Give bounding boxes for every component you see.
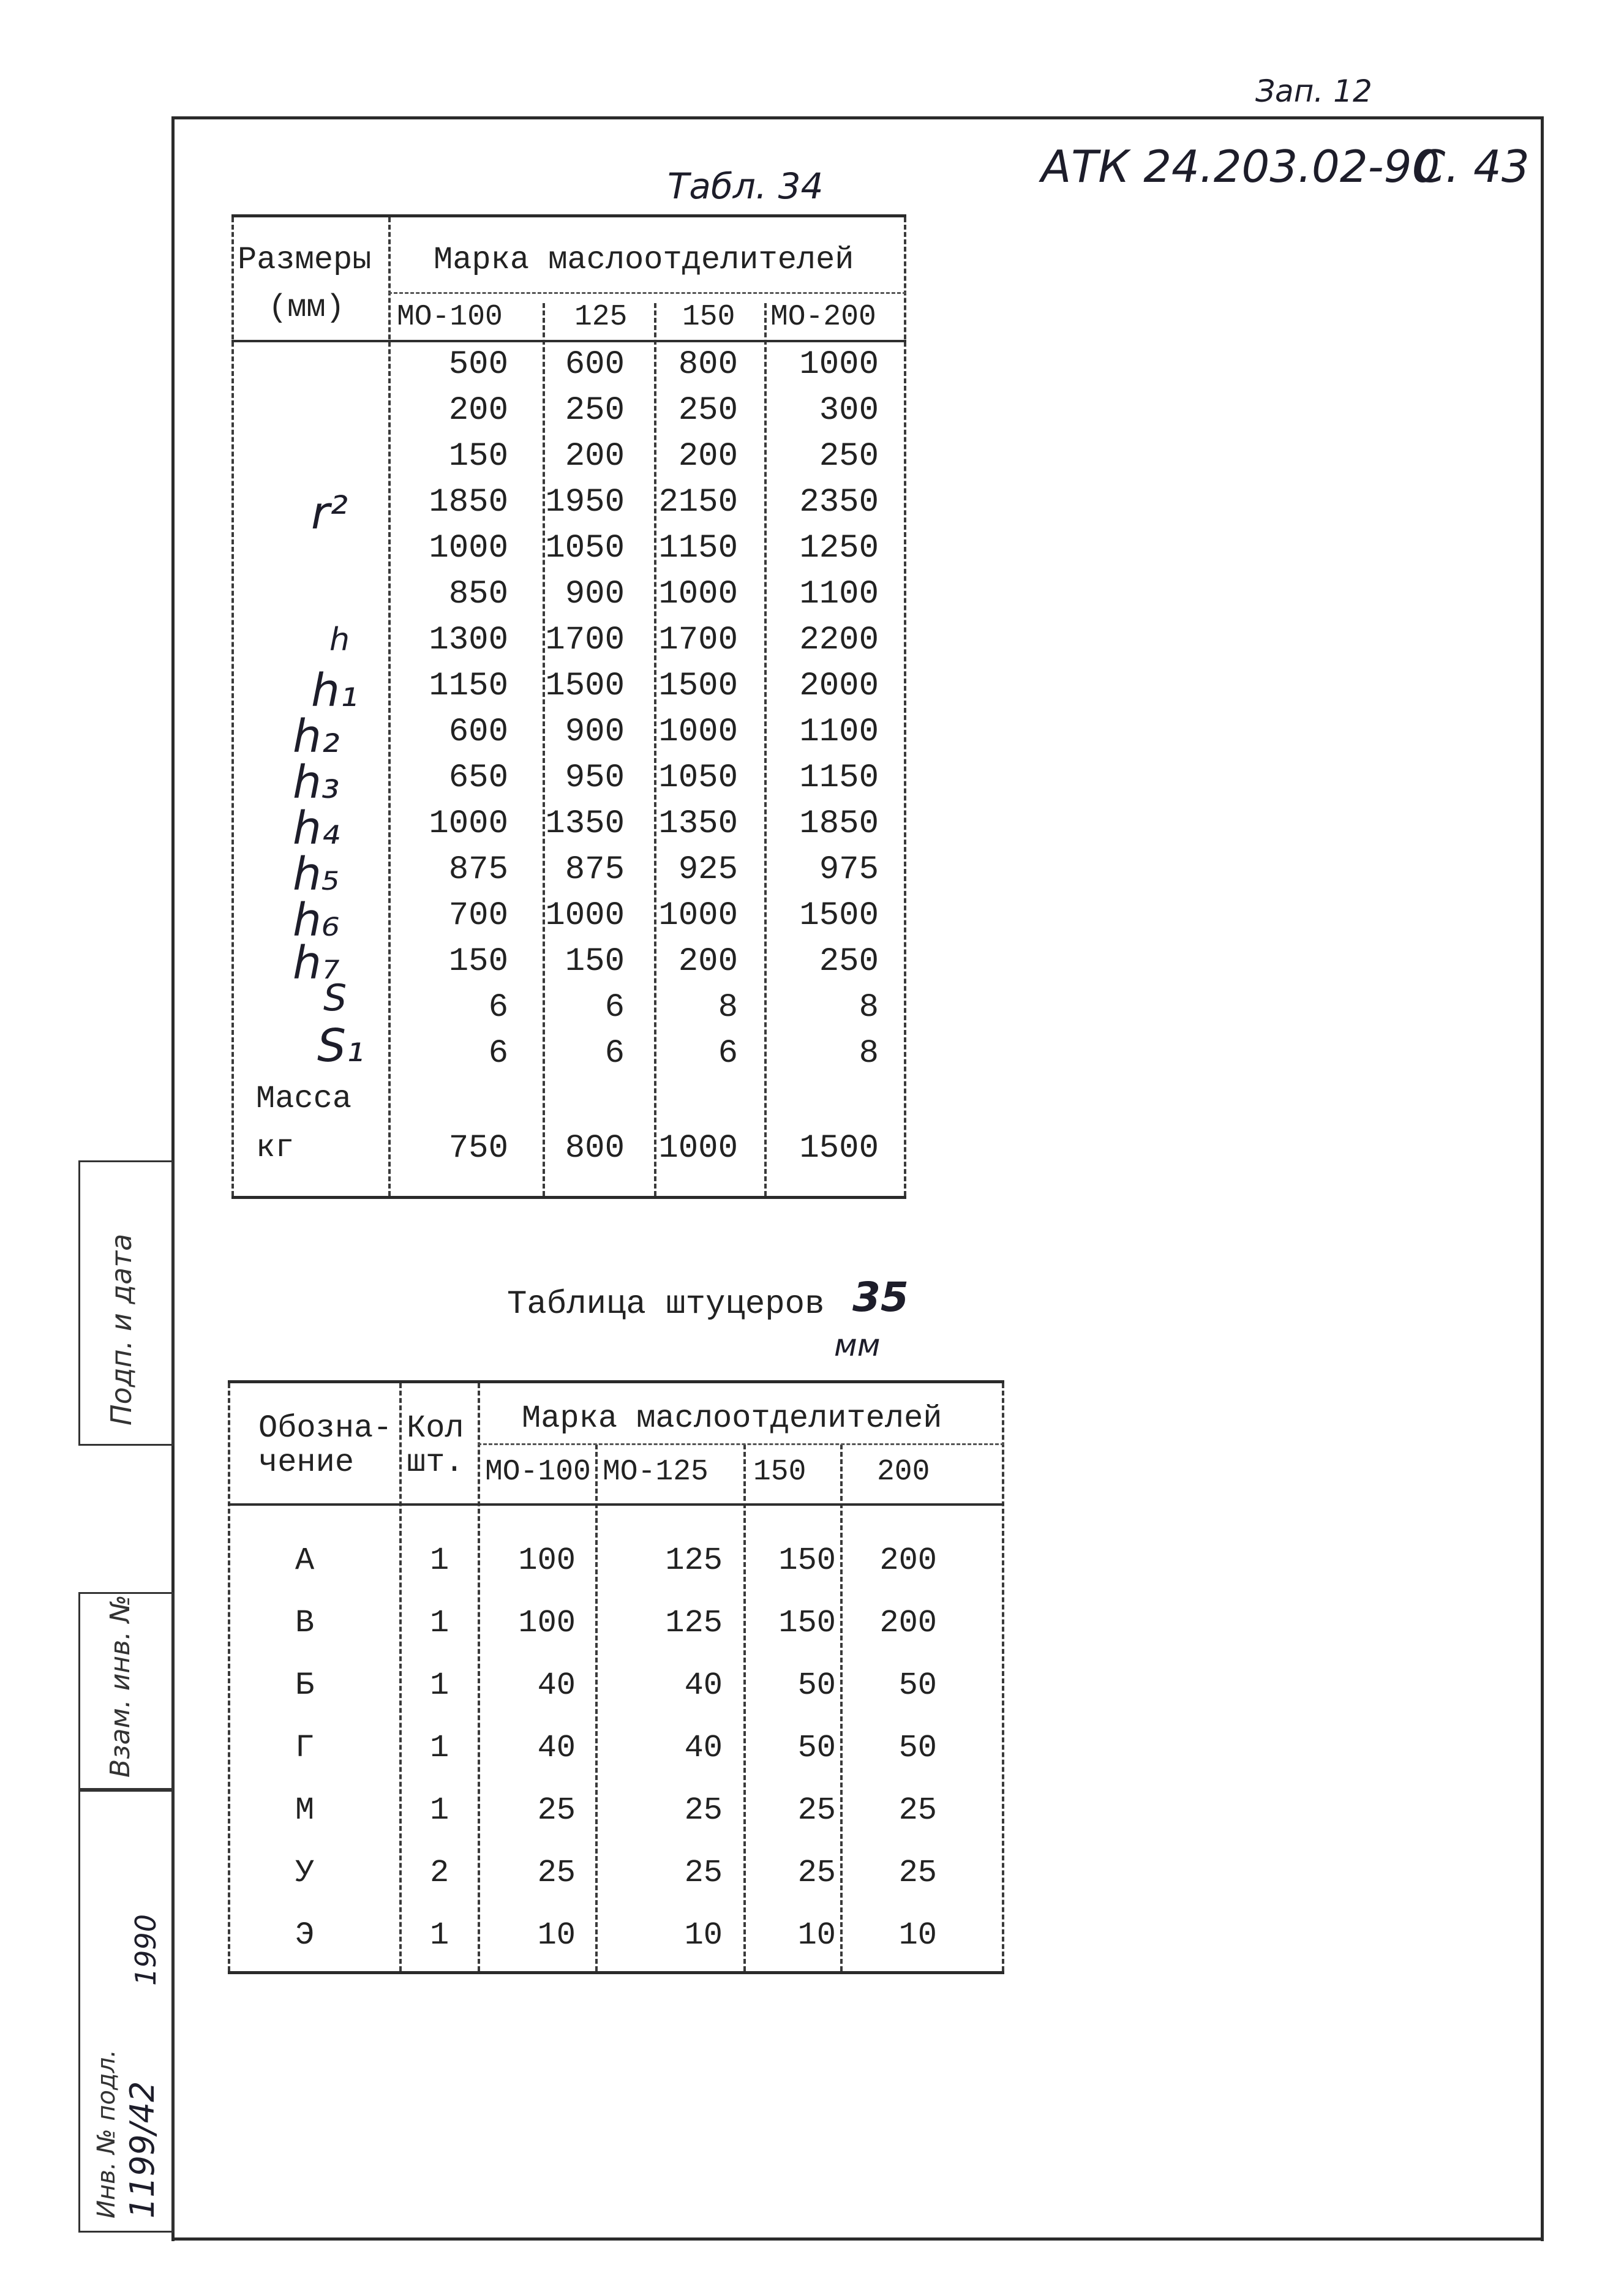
stamp-dupl-label: Взам. инв. № (105, 1595, 136, 1778)
table2-cell: 25 (797, 1855, 836, 1891)
table1-cell: 1500 (545, 667, 625, 705)
table1-cell: 250 (565, 392, 625, 429)
table2-left-border (228, 1383, 230, 1971)
table2-qty: 1 (430, 1792, 449, 1828)
table1-cell: 900 (565, 576, 625, 613)
table1-cell: 650 (448, 759, 508, 797)
dim-label: h₃ (293, 756, 340, 809)
table1-header-brand: МО-200 (770, 301, 876, 334)
table1-header-dims-unit: (мм) (268, 290, 345, 326)
table2-cell: 100 (518, 1605, 576, 1641)
table1-cell: 1350 (545, 805, 625, 843)
table1-cell: 150 (448, 943, 508, 980)
dim-label: S (323, 977, 347, 1020)
table2-cell: 200 (879, 1605, 937, 1641)
table1-cell: 6 (488, 1035, 508, 1072)
table1-cell: 200 (565, 438, 625, 475)
table2-designation: У (295, 1855, 315, 1891)
table1-cell: 500 (448, 346, 508, 383)
table1-cell: 2200 (799, 622, 879, 659)
sheet-mark: Зап. 12 (1255, 73, 1372, 109)
table1-cell: 900 (565, 713, 625, 751)
table2-designation: М (295, 1792, 315, 1828)
table2-qty: 1 (430, 1917, 449, 1953)
margin-stamp-sign (78, 1160, 174, 1446)
table2-cell: 40 (537, 1730, 576, 1766)
table1-cell: 875 (565, 851, 625, 889)
table2-cell: 25 (898, 1792, 937, 1828)
table2-cell: 50 (797, 1730, 836, 1766)
table1 (231, 214, 906, 1199)
table1-cell: 1050 (545, 530, 625, 567)
table1-cell: 1150 (658, 530, 738, 567)
table1-cell: 8 (718, 989, 738, 1026)
table1-cell: 1700 (545, 622, 625, 659)
table1-left-border (231, 217, 234, 1196)
document-code: АТК 24.203.02-90 (1041, 141, 1440, 192)
table1-col-divider (764, 303, 767, 1196)
table1-cell: 6 (604, 989, 625, 1026)
table1-cell: 1500 (799, 897, 879, 934)
table1-cell: 925 (678, 851, 738, 889)
table2-number: 35 (852, 1274, 909, 1321)
table2-cell: 10 (684, 1917, 723, 1953)
table2-header-group: Марка маслоотделителей (522, 1400, 942, 1437)
table2-cell: 100 (518, 1542, 576, 1579)
table1-header-dims: Размеры (238, 242, 372, 278)
table2-qty: 1 (430, 1542, 449, 1579)
table1-cell: 1050 (658, 759, 738, 797)
frame-right-line (1541, 116, 1544, 2241)
table2-cell: 10 (537, 1917, 576, 1953)
table2-cell: 125 (665, 1542, 723, 1579)
table1-cell: 1250 (799, 530, 879, 567)
table1-cell: 1100 (799, 713, 879, 751)
table1-mass-value: 800 (565, 1130, 625, 1167)
table1-cell: 150 (448, 438, 508, 475)
table1-cell: 8 (859, 1035, 879, 1072)
table1-cell: 875 (448, 851, 508, 889)
dim-label: h₂ (293, 710, 340, 763)
table1-col-divider (388, 217, 391, 1196)
table2-designation: Г (295, 1730, 315, 1766)
dim-label: h (329, 622, 350, 658)
table1-header-divider (231, 340, 906, 342)
table1-cell: 1150 (429, 667, 508, 705)
table2-cell: 40 (537, 1667, 576, 1704)
table1-cell: 1300 (429, 622, 508, 659)
table2-header-designation: Обозна- (258, 1410, 393, 1446)
table2-designation: Э (295, 1917, 315, 1953)
margin-stamp-dupl (78, 1592, 174, 1792)
table2-cell: 40 (684, 1730, 723, 1766)
table2-col-divider (478, 1383, 480, 1971)
table1-cell: 200 (678, 438, 738, 475)
table2-unit: мм (834, 1328, 881, 1363)
table2-header-brand: МО-125 (603, 1456, 709, 1489)
table2-header-brand: 150 (753, 1456, 806, 1489)
table1-cell: 1000 (429, 530, 508, 567)
table2-designation: А (295, 1542, 315, 1579)
table1-mass-value: 1000 (658, 1130, 738, 1167)
table1-header-brand: 150 (682, 301, 735, 334)
table2-header-designation: чение (258, 1445, 355, 1481)
table1-cell: 800 (678, 346, 738, 383)
table1-header-brand: МО-100 (397, 301, 503, 334)
table1-cell: 1000 (545, 897, 625, 934)
table1-mass-value: 750 (448, 1130, 508, 1167)
table1-cell: 250 (819, 438, 879, 475)
table2-col-divider (399, 1383, 402, 1971)
table1-right-border (904, 217, 906, 1196)
table1-cell: 2350 (799, 484, 879, 521)
table2-designation: В (295, 1605, 315, 1641)
dim-label: h₁ (311, 664, 358, 717)
stamp-sign-date-label: Подп. и дата (105, 1233, 138, 1426)
table2-cell: 50 (898, 1730, 937, 1766)
table2-header-brand: 200 (877, 1456, 930, 1489)
table1-number: Табл. 34 (667, 165, 824, 207)
table2-header-divider (228, 1503, 1004, 1506)
table2-cell: 40 (684, 1667, 723, 1704)
table1-cell: 1950 (545, 484, 625, 521)
table1-header-brand: 125 (574, 301, 628, 334)
table2-cell: 25 (537, 1855, 576, 1891)
table1-cell: 950 (565, 759, 625, 797)
table1-cell: 1000 (658, 897, 738, 934)
table1-cell: 2150 (658, 484, 738, 521)
table1-cell: 975 (819, 851, 879, 889)
stamp-date-value: 1990 (129, 1914, 162, 1986)
table2-header-qty: Кол (407, 1410, 464, 1446)
table2-cell: 25 (898, 1855, 937, 1891)
table2-qty: 1 (430, 1667, 449, 1704)
table2-header-qty: шт. (407, 1445, 464, 1481)
table1-cell: 6 (604, 1035, 625, 1072)
table1-cell: 1700 (658, 622, 738, 659)
table1-cell: 1500 (658, 667, 738, 705)
table1-mass-value: 1500 (799, 1130, 879, 1167)
page-number: С. 43 (1415, 141, 1530, 192)
table1-mass-unit: кг (256, 1130, 295, 1166)
table2-qty: 1 (430, 1730, 449, 1766)
table1-cell: 700 (448, 897, 508, 934)
stamp-inv-value: 1199/42 (123, 2081, 162, 2219)
dim-label: h₇ (293, 937, 340, 990)
table2-cell: 25 (797, 1792, 836, 1828)
table1-cell: 1850 (429, 484, 508, 521)
table1-group-divider (388, 292, 906, 294)
table2-col-divider (743, 1445, 746, 1971)
table1-cell: 1000 (799, 346, 879, 383)
table2 (228, 1380, 1004, 1974)
dim-label: h₆ (293, 894, 340, 947)
table2-col-divider (840, 1445, 843, 1971)
table1-col-divider (543, 303, 545, 1196)
table1-cell: 1100 (799, 576, 879, 613)
frame-top-line (171, 116, 1543, 119)
table2-cell: 150 (778, 1605, 836, 1641)
table1-header-group: Марка маслоотделителей (434, 242, 854, 278)
table2-cell: 200 (879, 1542, 937, 1579)
table2-cell: 25 (684, 1792, 723, 1828)
table1-cell: 1000 (429, 805, 508, 843)
table2-qty: 1 (430, 1605, 449, 1641)
table2-right-border (1002, 1383, 1004, 1971)
table1-cell: 1000 (658, 713, 738, 751)
table2-title: Таблица штуцеров (507, 1286, 825, 1323)
table1-cell: 8 (859, 989, 879, 1026)
table2-group-divider (478, 1443, 1004, 1445)
table1-cell: 850 (448, 576, 508, 613)
table1-cell: 300 (819, 392, 879, 429)
table2-cell: 10 (797, 1917, 836, 1953)
table1-col-divider (654, 303, 656, 1196)
table1-cell: 150 (565, 943, 625, 980)
table1-cell: 6 (488, 989, 508, 1026)
table1-cell: 200 (448, 392, 508, 429)
table1-cell: 200 (678, 943, 738, 980)
table2-qty: 2 (430, 1855, 449, 1891)
table1-cell: 600 (565, 346, 625, 383)
table1-cell: 1350 (658, 805, 738, 843)
dim-label: S₁ (317, 1020, 364, 1072)
table2-cell: 125 (665, 1605, 723, 1641)
table2-cell: 50 (797, 1667, 836, 1704)
margin-stamp-inv (78, 1788, 174, 2233)
table1-cell: 1000 (658, 576, 738, 613)
dim-label: h₅ (293, 848, 340, 901)
table2-designation: Б (295, 1667, 315, 1704)
table1-cell: 600 (448, 713, 508, 751)
table2-cell: 25 (537, 1792, 576, 1828)
table1-cell: 2000 (799, 667, 879, 705)
dim-label: h₄ (293, 802, 340, 855)
table2-cell: 25 (684, 1855, 723, 1891)
table2-header-brand: МО-100 (485, 1456, 591, 1489)
table1-mass-label: Масса (256, 1081, 352, 1117)
table2-col-divider (595, 1445, 598, 1971)
table2-cell: 50 (898, 1667, 937, 1704)
frame-bottom-line (171, 2237, 1543, 2241)
table1-cell: 250 (819, 943, 879, 980)
table1-cell: 1150 (799, 759, 879, 797)
table2-cell: 150 (778, 1542, 836, 1579)
table2-cell: 10 (898, 1917, 937, 1953)
table1-cell: 6 (718, 1035, 738, 1072)
dim-label: r² (311, 487, 348, 539)
table1-cell: 250 (678, 392, 738, 429)
table1-cell: 1850 (799, 805, 879, 843)
stamp-orig-label: Инв. № подл. (92, 2049, 121, 2219)
